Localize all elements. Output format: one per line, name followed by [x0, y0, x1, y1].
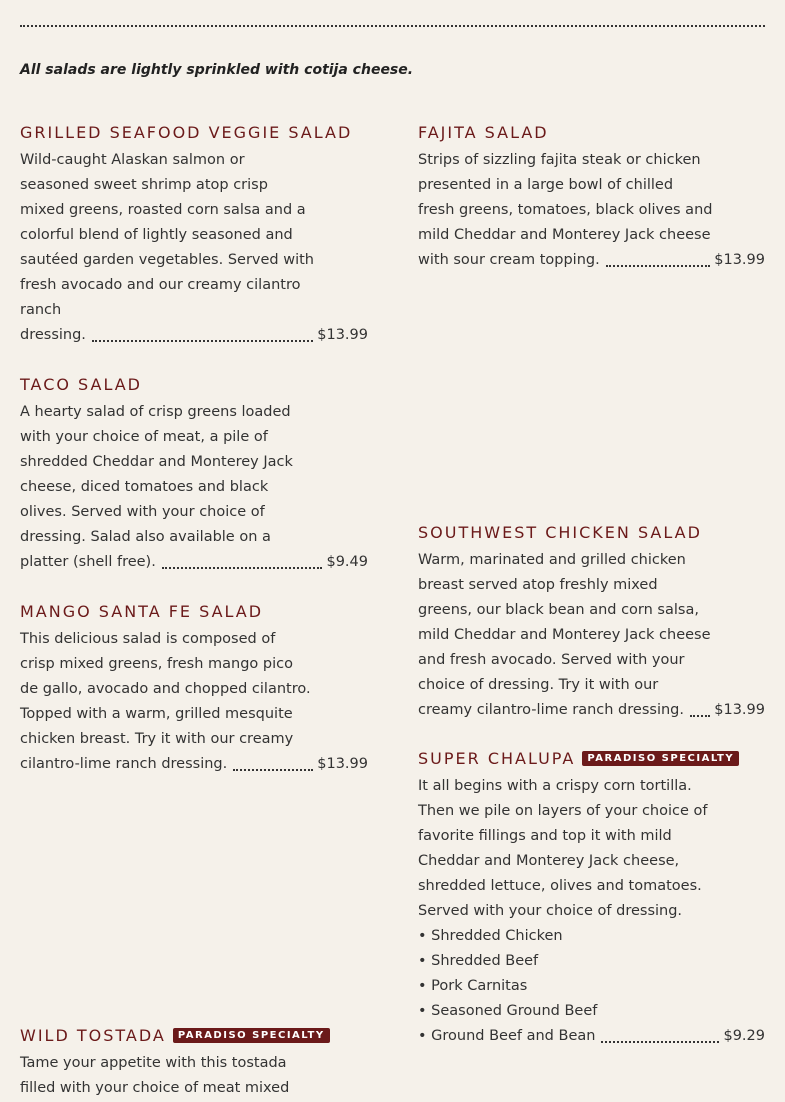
item-description-line: Tame your appetite with this tostada [20, 1055, 287, 1071]
item-price: $13.99 [317, 327, 368, 343]
item-description-line: mild Cheddar and Monterey Jack cheese [418, 227, 711, 243]
item-description-line: Topped with a warm, grilled mesquite [20, 706, 293, 722]
salad-note: All salads are lightly sprinkled with cotija cheese. [20, 62, 414, 78]
item-description-line: de gallo, avocado and chopped cilantro. [20, 681, 311, 697]
item-description-line: chicken breast. Try it with our creamy [20, 731, 294, 747]
item-description-line: and fresh avocado. Served with your [418, 652, 685, 668]
menu-item-fajita-salad [418, 122, 765, 273]
item-description [418, 774, 765, 1049]
item-description-line: ranch [20, 302, 62, 318]
item-description-line: • Pork Carnitas [418, 978, 528, 994]
item-description-line: Wild-caught Alaskan salmon or [20, 152, 245, 168]
item-description-line: fresh greens, tomatoes, black olives and [418, 202, 713, 218]
item-description-line: breast served atop freshly mixed [418, 577, 658, 593]
item-description [418, 148, 765, 273]
item-description-line: shredded Cheddar and Monterey Jack [20, 454, 293, 470]
item-description-line: • Shredded Beef [418, 953, 539, 969]
item-title: FAJITA SALAD [418, 122, 549, 142]
menu-item-taco-salad [20, 374, 368, 575]
item-description-line: favorite fillings and top it with mild [418, 828, 672, 844]
item-description-last-line: creamy cilantro-lime ranch dressing. [418, 702, 684, 718]
menu-item-southwest-chicken-salad [418, 522, 765, 723]
item-description-line: olives. Served with your choice of [20, 504, 265, 520]
item-description-line: A hearty salad of crisp greens loaded [20, 404, 291, 420]
item-description-line: Warm, marinated and grilled chicken [418, 552, 686, 568]
item-description-last-line: dressing. [20, 327, 86, 343]
item-description-line: with your choice of meat, a pile of [20, 429, 268, 445]
item-description-line: Then we pile on layers of your choice of [418, 803, 708, 819]
item-description [418, 548, 765, 723]
item-description-line: seasoned sweet shrimp atop crisp [20, 177, 268, 193]
item-title: SUPER CHALUPA [418, 748, 576, 768]
item-price: $13.99 [714, 252, 765, 268]
item-description-line: It all begins with a crispy corn tortilla. [418, 778, 692, 794]
menu-item-super-chalupa [418, 748, 765, 1049]
item-description-last-line: with sour cream topping. [418, 252, 600, 268]
menu-item-grilled-seafood-veggie-salad [20, 122, 368, 348]
item-description [20, 1051, 368, 1101]
item-title: GRILLED SEAFOOD VEGGIE SALAD [20, 122, 353, 142]
item-description-line: crisp mixed greens, fresh mango pico [20, 656, 293, 672]
item-description [20, 627, 368, 777]
item-description-line: mixed greens, roasted corn salsa and a [20, 202, 306, 218]
item-title: WILD TOSTADA [20, 1025, 166, 1045]
item-description-line: choice of dressing. Try it with our [418, 677, 659, 693]
item-description-last-line: • Ground Beef and Bean [418, 1028, 596, 1044]
item-description-line: presented in a large bowl of chilled [418, 177, 674, 193]
item-description-line: Cheddar and Monterey Jack cheese, [418, 853, 680, 869]
item-price: $13.99 [317, 756, 368, 772]
item-description [20, 148, 368, 348]
item-description-line: dressing. Salad also available on a [20, 529, 271, 545]
item-title: SOUTHWEST CHICKEN SALAD [418, 522, 702, 542]
item-description-line: • Shredded Chicken [418, 928, 563, 944]
item-description-line: Strips of sizzling fajita steak or chicken [418, 152, 701, 168]
item-description-line: shredded lettuce, olives and tomatoes. [418, 878, 702, 894]
menu-item-mango-santa-fe-salad [20, 601, 368, 777]
item-description-line: mild Cheddar and Monterey Jack cheese [418, 627, 711, 643]
item-description-line: filled with your choice of meat mixed [20, 1080, 290, 1096]
item-description-line: Served with your choice of dressing. [418, 903, 683, 919]
item-title: MANGO SANTA FE SALAD [20, 601, 264, 621]
specialty-badge: PARADISO SPECIALTY [173, 1028, 330, 1043]
menu-item-wild-tostada [20, 1025, 368, 1101]
item-title: TACO SALAD [20, 374, 142, 394]
item-price: $13.99 [714, 702, 765, 718]
item-description-line: This delicious salad is composed of [20, 631, 276, 647]
top-dotted-rule [20, 25, 765, 27]
specialty-badge: PARADISO SPECIALTY [582, 751, 739, 766]
item-description-last-line: cilantro-lime ranch dressing. [20, 756, 228, 772]
item-description-line: cheese, diced tomatoes and black [20, 479, 269, 495]
item-description [20, 400, 368, 575]
item-price: $9.29 [723, 1028, 765, 1044]
item-description-line: fresh avocado and our creamy cilantro [20, 277, 301, 293]
item-description-line: colorful blend of lightly seasoned and [20, 227, 293, 243]
item-price: $9.49 [326, 554, 368, 570]
item-description-line: • Seasoned Ground Beef [418, 1003, 598, 1019]
item-description-last-line: platter (shell free). [20, 554, 156, 570]
item-description-line: greens, our black bean and corn salsa, [418, 602, 699, 618]
item-description-line: sautéed garden vegetables. Served with [20, 252, 314, 268]
